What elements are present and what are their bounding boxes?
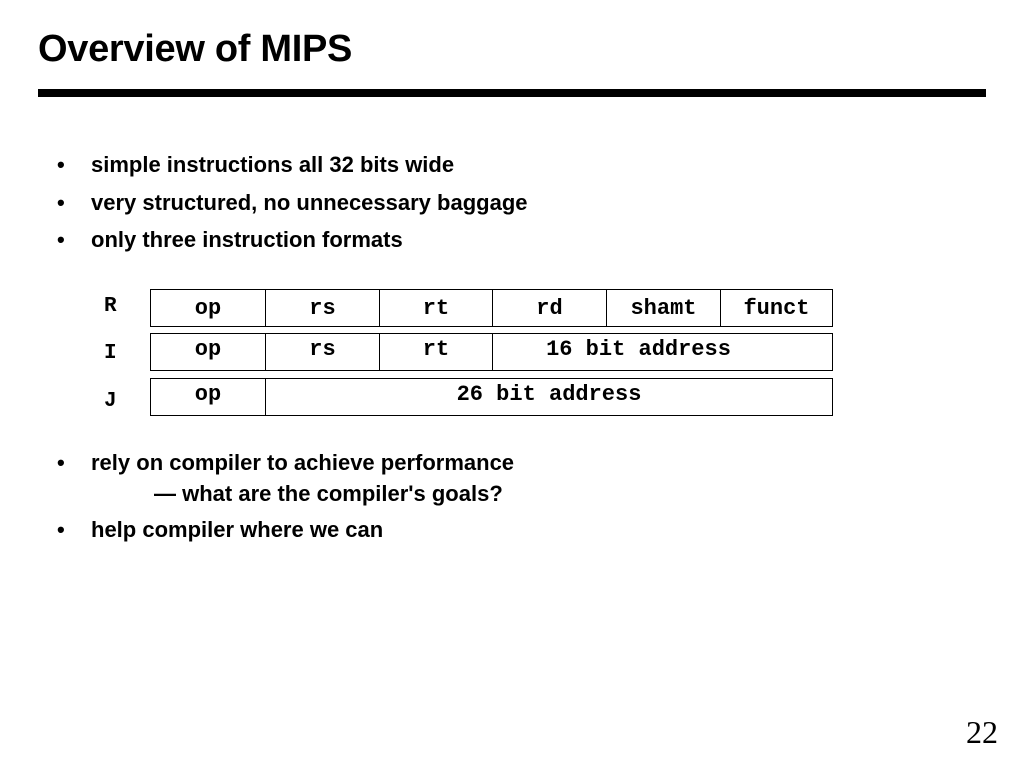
field-label: rd bbox=[536, 296, 563, 321]
format-row-i bbox=[150, 333, 833, 371]
title-rule bbox=[38, 89, 986, 97]
bullet-dot: • bbox=[57, 517, 65, 542]
field-label: funct bbox=[743, 296, 810, 321]
field-label: 26 bit address bbox=[456, 382, 642, 407]
field-rt bbox=[380, 290, 493, 326]
page-number: 22 bbox=[966, 714, 998, 750]
bullet-subtext: — what are the compiler's goals? bbox=[154, 481, 503, 506]
field-label: shamt bbox=[630, 296, 697, 321]
format-label-j: J bbox=[104, 390, 117, 413]
field-rs bbox=[266, 334, 380, 370]
field-label: 16 bit address bbox=[546, 337, 731, 362]
field-label: op bbox=[194, 382, 222, 407]
field-op bbox=[151, 290, 266, 326]
bullet-text: simple instructions all 32 bits wide bbox=[91, 152, 455, 177]
field-rs bbox=[266, 290, 380, 326]
format-row-r bbox=[150, 289, 833, 327]
bullet-dot: • bbox=[57, 450, 65, 475]
field-label: rt bbox=[422, 296, 450, 321]
field-label: op bbox=[194, 337, 222, 362]
field-address-16 bbox=[493, 334, 832, 370]
slide-title: Overview of MIPS bbox=[38, 28, 353, 70]
field-op bbox=[151, 334, 266, 370]
field-funct bbox=[721, 290, 832, 326]
field-rt bbox=[380, 334, 493, 370]
format-row-j bbox=[150, 378, 833, 416]
field-label: rs bbox=[309, 337, 336, 362]
field-address-26 bbox=[266, 379, 832, 415]
format-label-i: I bbox=[104, 342, 117, 365]
field-op bbox=[151, 379, 266, 415]
bullet-text: rely on compiler to achieve performance bbox=[91, 450, 515, 475]
bullet-dot: • bbox=[57, 190, 65, 215]
format-label-r: R bbox=[104, 295, 117, 318]
field-shamt bbox=[607, 290, 721, 326]
bullet-text: only three instruction formats bbox=[91, 227, 403, 252]
bullet-dot: • bbox=[57, 227, 65, 252]
bullet-text: help compiler where we can bbox=[91, 517, 384, 542]
field-rd bbox=[493, 290, 607, 326]
field-label: rt bbox=[422, 337, 450, 362]
bullet-text: very structured, no unnecessary baggage bbox=[91, 190, 528, 215]
bullet-dot: • bbox=[57, 152, 65, 177]
field-label: op bbox=[194, 296, 222, 321]
field-label: rs bbox=[309, 296, 336, 321]
